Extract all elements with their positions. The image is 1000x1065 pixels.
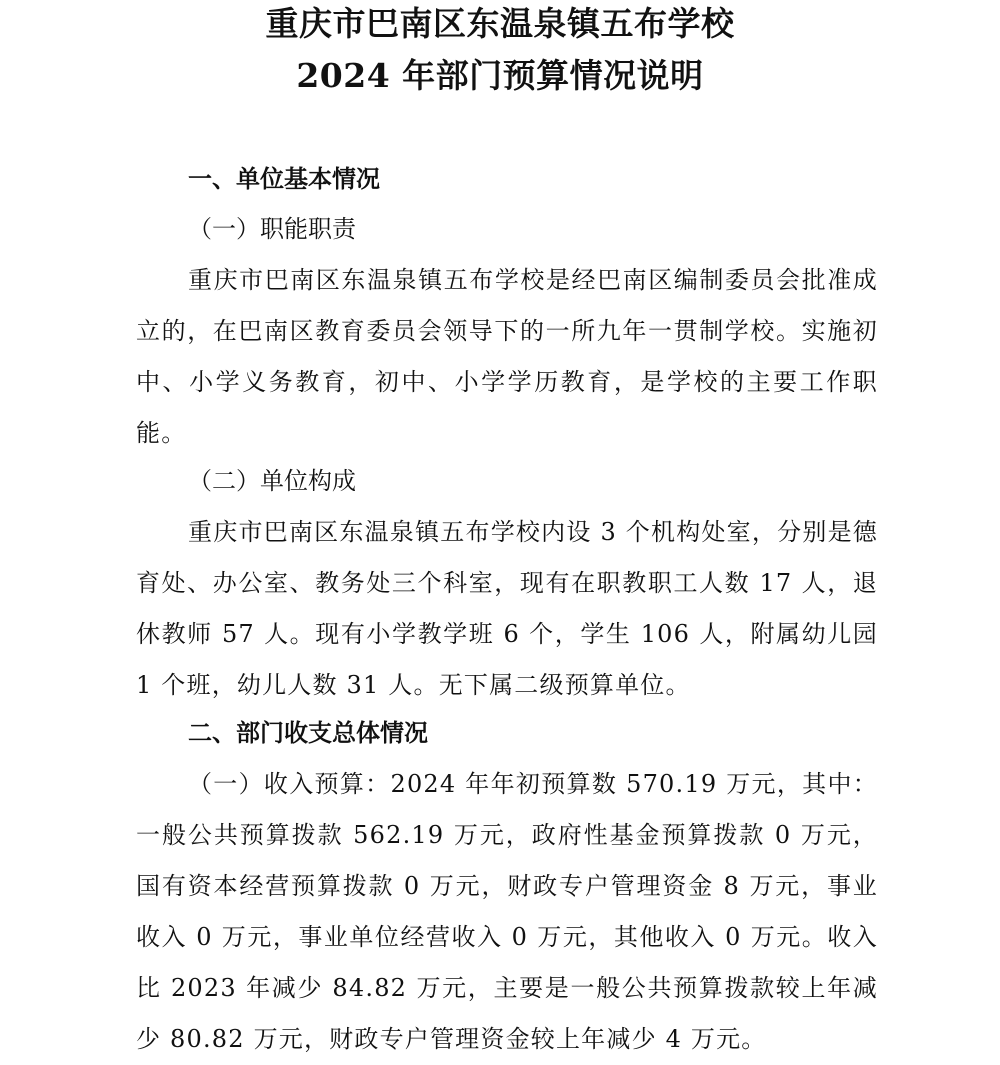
document-title-line-2: 2024 年部门预算情况说明	[296, 56, 704, 95]
subsection-heading-composition: （二）单位构成	[188, 467, 356, 495]
section-heading-revenue-expenditure: 二、部门收支总体情况	[188, 718, 428, 747]
section-heading-basic-info: 一、单位基本情况	[188, 164, 380, 193]
subsection-heading-duties: （一）职能职责	[188, 215, 356, 243]
paragraph-composition: 重庆市巴南区东温泉镇五布学校内设 3 个机构处室，分别是德育处、办公室、教务处三个科室，现有在职教职工人数 17 人，退休教师 57 人。现有小学教学班 6 个，学生 106 人，附属幼儿园 1 个班，幼儿人数 31 人。无下属二级预算单位。	[136, 518, 878, 699]
document-title-line-1: 重庆市巴南区东温泉镇五布学校	[265, 4, 735, 43]
paragraph-revenue-budget: （一）收入预算：2024 年年初预算数 570.19 万元，其中：一般公共预算拨款 562.19 万元，政府性基金预算拨款 0 万元，国有资本经营预算拨款 0 万元，财政专户管理资金 8 万元，事业收入 0 万元，事业单位经营收入 0 万元，其他收入 0 万元。收入比 2023 年减少 84.82 万元，主要是一般公共预算拨款较上年减少 80.82 万元，财政专户管理资金较上年减少 4 万元。	[136, 770, 878, 1053]
paragraph-duties: 重庆市巴南区东温泉镇五布学校是经巴南区编制委员会批准成立的，在巴南区教育委员会领导下的一所九年一贯制学校。实施初中、小学义务教育，初中、小学学历教育，是学校的主要工作职能。	[136, 266, 878, 447]
